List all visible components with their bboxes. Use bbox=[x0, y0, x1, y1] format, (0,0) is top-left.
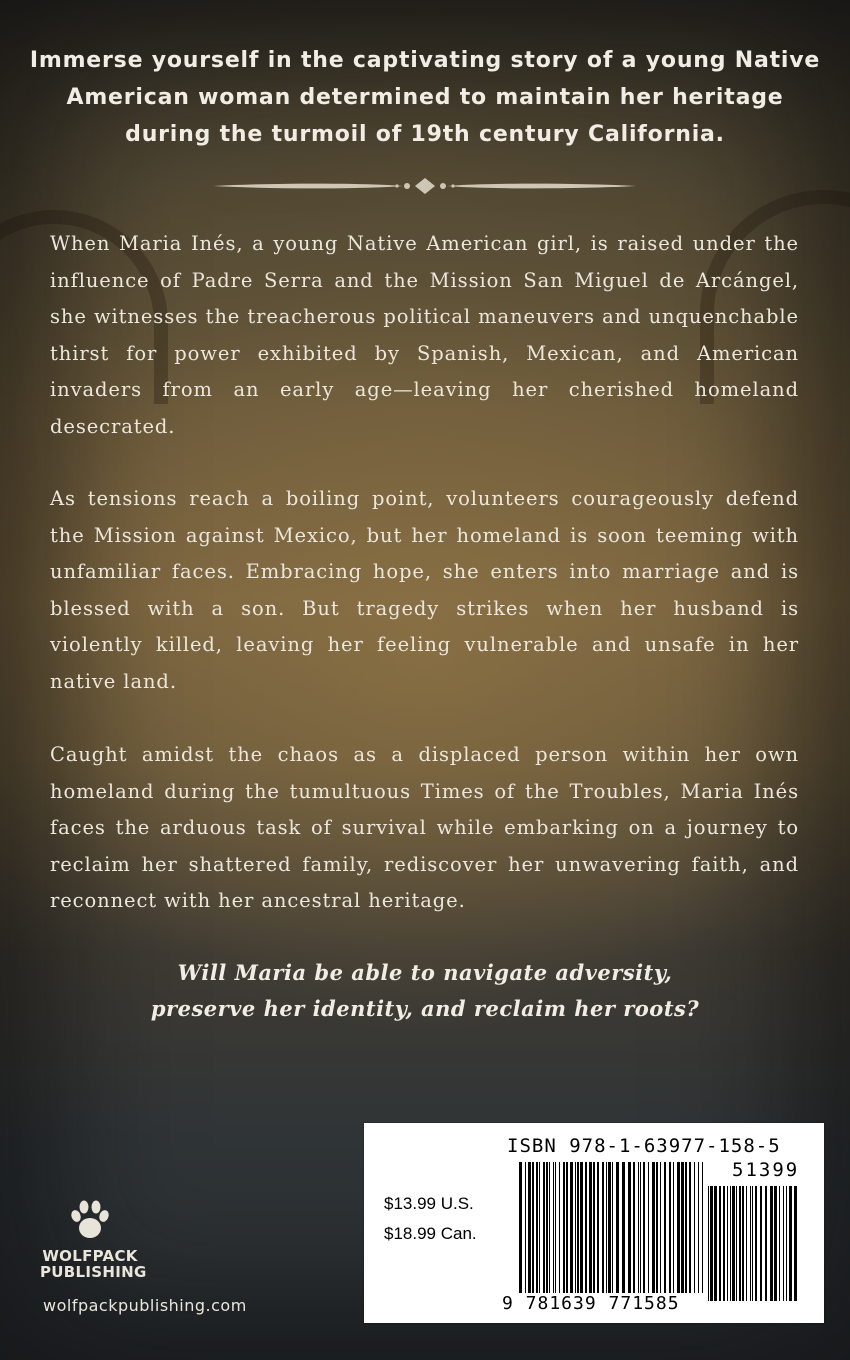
barcode-bar bbox=[563, 1162, 565, 1293]
barcode-bar bbox=[536, 1162, 538, 1293]
barcode-bar bbox=[727, 1186, 728, 1301]
barcode-bar bbox=[597, 1162, 599, 1293]
barcode-bar bbox=[585, 1162, 587, 1293]
barcode-bar bbox=[555, 1162, 556, 1293]
barcode-bar bbox=[752, 1186, 753, 1301]
barcode-bar bbox=[681, 1162, 684, 1293]
barcode-bar bbox=[566, 1162, 568, 1293]
barcode-bar bbox=[774, 1186, 777, 1301]
barcode-bar bbox=[602, 1162, 604, 1293]
barcode-panel bbox=[364, 1123, 824, 1323]
barcode-bar bbox=[575, 1162, 576, 1293]
barcode-bar bbox=[710, 1186, 713, 1301]
barcode-bar bbox=[698, 1162, 699, 1293]
barcode-bar bbox=[750, 1186, 751, 1301]
barcode-bar bbox=[606, 1162, 607, 1293]
barcode-bar bbox=[677, 1162, 680, 1293]
barcode-bar bbox=[760, 1186, 762, 1301]
barcode-bar bbox=[656, 1162, 658, 1293]
barcode-bar bbox=[543, 1162, 545, 1293]
barcode-bar bbox=[652, 1162, 655, 1293]
synopsis-paragraph-3: Caught amidst the chaos as a displaced person within her own homeland during the tumultuous Times of the Troubles, Maria Inés faces the arduous task of survival while embarking on a journey to reclaim her shattered family, rediscover her unwavering faith, and reconnect with her ancestral heritage. bbox=[50, 743, 799, 912]
barcode-bar bbox=[532, 1162, 534, 1293]
barcode-bar bbox=[648, 1162, 649, 1293]
closing-question-line-2: preserve her identity, and reclaim her roots? bbox=[150, 996, 700, 1021]
barcode-bar bbox=[786, 1186, 787, 1301]
barcode-bar bbox=[673, 1162, 674, 1293]
closing-question bbox=[30, 955, 820, 1027]
publisher-name bbox=[40, 1247, 147, 1281]
barcode-bar bbox=[765, 1186, 767, 1301]
barcode-bar bbox=[638, 1162, 639, 1293]
barcode-bar bbox=[628, 1162, 631, 1293]
barcode-bar bbox=[746, 1186, 747, 1301]
publisher-name-line-2: PUBLISHING bbox=[40, 1263, 147, 1281]
barcode-bar bbox=[577, 1162, 579, 1293]
barcode-bar bbox=[730, 1186, 731, 1301]
tagline: Immerse yourself in the captivating story of a young Native American woman determined to maintain her heritage during the turmoil of 19th century California. bbox=[29, 48, 821, 147]
barcode-bar bbox=[669, 1162, 671, 1293]
barcode-bar bbox=[519, 1162, 522, 1293]
synopsis-paragraph-1: When Maria Inés, a young Native American girl, is raised under the influence of Padre Serra and the Mission San Miguel de Arcángel, she witnesses the treacherous political maneuvers and unquenchable thirst for power exhibited by Spanish, Mexican, and American invaders from an early age—leaving her cherished homeland desecrated. bbox=[50, 232, 799, 438]
price-addon-code: 51399 bbox=[732, 1159, 800, 1181]
barcode-bar bbox=[525, 1162, 526, 1293]
barcode-bar bbox=[570, 1162, 573, 1293]
barcode-digits: 9 781639 771585 bbox=[502, 1293, 680, 1314]
publisher-name-line-1: WOLFPACK bbox=[42, 1247, 138, 1265]
barcode-bar bbox=[559, 1162, 560, 1293]
paw-print-icon bbox=[68, 1198, 112, 1242]
barcode-bar bbox=[685, 1162, 687, 1293]
barcode-bar bbox=[732, 1186, 735, 1301]
barcode-bar bbox=[789, 1186, 792, 1301]
barcode-bar bbox=[622, 1162, 625, 1293]
barcode-bar bbox=[742, 1186, 744, 1301]
barcode-bar bbox=[640, 1162, 641, 1293]
barcode-bar bbox=[770, 1186, 773, 1301]
price-us: $13.99 U.S. bbox=[384, 1194, 474, 1213]
isbn-barcode bbox=[519, 1162, 707, 1293]
barcode-bar bbox=[794, 1186, 797, 1301]
barcode-bar bbox=[589, 1162, 592, 1293]
barcode-bar bbox=[539, 1162, 540, 1293]
barcode-bar bbox=[779, 1186, 780, 1301]
price-addon-barcode bbox=[708, 1186, 801, 1301]
barcode-bar bbox=[633, 1162, 635, 1293]
barcode-bar bbox=[616, 1162, 619, 1293]
barcode-bar bbox=[643, 1162, 645, 1293]
barcode-bar bbox=[723, 1186, 725, 1301]
barcode-bar bbox=[719, 1186, 721, 1301]
barcode-bar bbox=[660, 1162, 661, 1293]
barcode-bar bbox=[664, 1162, 666, 1293]
barcode-bar bbox=[546, 1162, 548, 1293]
barcode-bar bbox=[612, 1162, 613, 1293]
publisher-website[interactable]: wolfpackpublishing.com bbox=[43, 1296, 247, 1315]
barcode-bar bbox=[755, 1186, 757, 1301]
barcode-bar bbox=[580, 1162, 583, 1293]
barcode-bar bbox=[608, 1162, 611, 1293]
price-canada: $18.99 Can. bbox=[384, 1224, 477, 1243]
barcode-bar bbox=[783, 1186, 784, 1301]
closing-question-line-1: Will Maria be able to navigate adversity, bbox=[177, 960, 673, 985]
barcode-bar bbox=[689, 1162, 691, 1293]
ornamental-divider bbox=[213, 172, 637, 200]
barcode-bar bbox=[553, 1162, 554, 1293]
barcode-bar bbox=[694, 1162, 695, 1293]
barcode-bar bbox=[708, 1186, 709, 1301]
synopsis-paragraph-2: As tensions reach a boiling point, volunteers courageously defend the Mission against Mexico, but her homeland is soon teeming with unfamiliar faces. Embracing hope, she enters into marriage and is blessed with a son. But tragedy strikes when her husband is violently killed, leaving her feeling vulnerable and unsafe in her native land. bbox=[50, 487, 799, 693]
isbn-label: ISBN 978-1-63977-158-5 bbox=[507, 1135, 781, 1157]
barcode-bar bbox=[702, 1162, 703, 1293]
barcode-bar bbox=[736, 1186, 737, 1301]
barcode-bar bbox=[528, 1162, 531, 1293]
barcode-bar bbox=[739, 1186, 741, 1301]
barcode-bar bbox=[549, 1162, 550, 1293]
barcode-bar bbox=[593, 1162, 595, 1293]
barcode-bar bbox=[714, 1186, 717, 1301]
